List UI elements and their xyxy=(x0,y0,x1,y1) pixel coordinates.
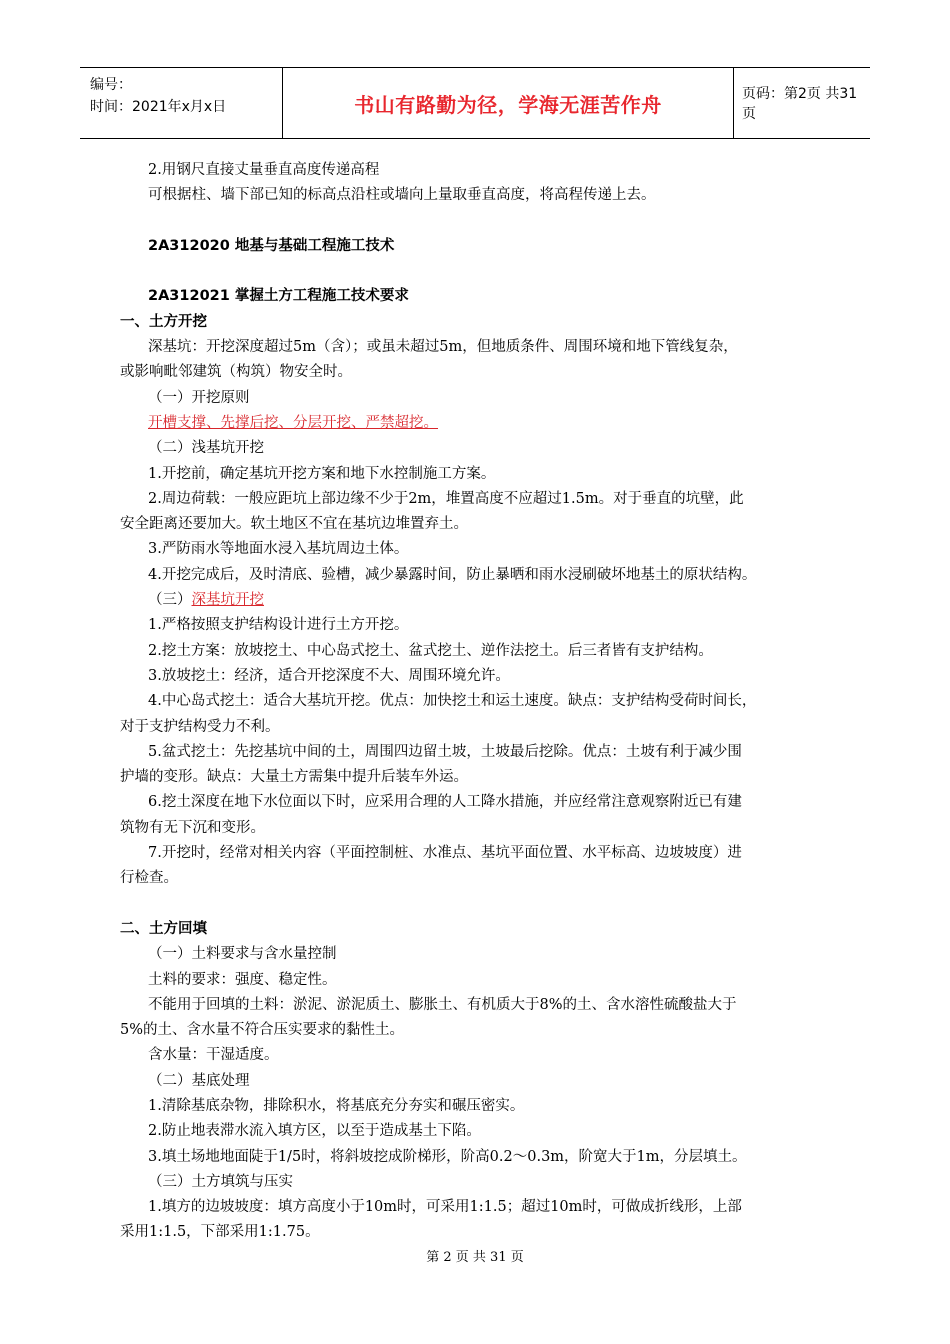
header-page-info: 页码：第2页 共31页 xyxy=(742,86,858,122)
paragraph: 3.填土场地地面陡于1/5时，将斜坡挖成阶梯形，阶高0.2～0.3m，阶宽大于1m，分层填土。 xyxy=(148,1148,747,1165)
paragraph: 2.防止地表滞水流入填方区，以至于造成基土下陷。 xyxy=(148,1123,481,1140)
paragraph: 可根据柱、墙下部已知的标高点沿柱或墙向上量取垂直高度，将高程传递上去。 xyxy=(148,187,656,204)
paragraph: 2.挖土方案：放坡挖土、中心岛式挖土、盆式挖土、逆作法挖土。后三者皆有支护结构。 xyxy=(148,642,713,659)
paragraph: 安全距离还要加大。软土地区不宜在基坑边堆置弃土。 xyxy=(120,516,468,533)
paragraph: 1.填方的边坡坡度：填方高度小于10m时，可采用1:1.5；超过10m时，可做成折线形，上部 xyxy=(148,1199,742,1216)
header-meta xyxy=(80,68,282,138)
paragraph: 4.中心岛式挖土：适合大基坑开挖。优点：加快挖土和运土速度。缺点：支护结构受荷时间长， xyxy=(148,693,757,710)
subheading: （一）土料要求与含水量控制 xyxy=(148,946,337,963)
header-motto-cell xyxy=(282,68,734,138)
paragraph: 行检查。 xyxy=(120,870,178,887)
paragraph: 4.开挖完成后，及时清底、验槽，减少暴露时间，防止暴晒和雨水浸刷破坏地基土的原状结构。 xyxy=(148,566,757,583)
section-heading: 二、土方回填 xyxy=(120,920,207,937)
paragraph: 对于支护结构受力不利。 xyxy=(120,718,280,735)
paragraph: 土料的要求：强度、稳定性。 xyxy=(148,971,337,988)
section-heading: 一、土方开挖 xyxy=(120,313,207,330)
document-number-label: 编号： xyxy=(90,77,132,93)
document-header xyxy=(80,67,870,139)
paragraph: 1.开挖前，确定基坑开挖方案和地下水控制施工方案。 xyxy=(148,465,496,482)
paragraph: 3.严防雨水等地面水浸入基坑周边土体。 xyxy=(148,541,409,558)
highlighted-text: 开槽支撑、先撑后挖、分层开挖、严禁超挖。 xyxy=(148,414,438,431)
paragraph: 5.盆式挖土：先挖基坑中间的土，周围四边留土坡，土坡最后挖除。优点：土坡有利于减少围 xyxy=(148,743,742,760)
paragraph: 3.放坡挖土：经济，适合开挖深度不大、周围环境允许。 xyxy=(148,667,510,684)
page-footer: 第 2 页 共 31 页 xyxy=(426,1250,524,1265)
paragraph: 含水量：干湿适度。 xyxy=(148,1047,279,1064)
paragraph: 护墙的变形。缺点：大量土方需集中提升后装车外运。 xyxy=(120,769,468,786)
paragraph: 1.清除基底杂物，排除积水，将基底充分夯实和碾压密实。 xyxy=(148,1097,525,1114)
document-body xyxy=(120,158,840,1246)
paragraph: 1.严格按照支护结构设计进行土方开挖。 xyxy=(148,617,409,634)
subheading: （一）开挖原则 xyxy=(148,389,250,406)
paragraph: 6.挖土深度在地下水位面以下时，应采用合理的人工降水措施，并应经常注意观察附近已有建 xyxy=(148,794,742,811)
paragraph: 7.开挖时，经常对相关内容（平面控制桩、水准点、基坑平面位置、水平标高、边坡坡度）进 xyxy=(148,845,742,862)
paragraph: 5%的土、含水量不符合压实要求的黏性土。 xyxy=(120,1022,405,1039)
section-heading: 2A312021 掌握土方工程施工技术要求 xyxy=(148,288,409,305)
subheading-number: （三） xyxy=(148,592,192,609)
paragraph: 采用1:1.5，下部采用1:1.75。 xyxy=(120,1224,320,1241)
paragraph: 或影响毗邻建筑（构筑）物安全时。 xyxy=(120,364,352,381)
subheading xyxy=(120,588,840,613)
highlight-line xyxy=(120,411,840,436)
section-heading: 2A312020 地基与基础工程施工技术 xyxy=(148,237,395,254)
subheading: （三）土方填筑与压实 xyxy=(148,1173,293,1190)
paragraph: 2.周边荷载：一般应距坑上部边缘不少于2m，堆置高度不应超过1.5m。对于垂直的坑壁，此 xyxy=(148,490,744,507)
header-motto: 书山有路勤为径，学海无涯苦作舟 xyxy=(354,92,662,117)
subheading: （二）浅基坑开挖 xyxy=(148,440,264,457)
paragraph: 不能用于回填的土料：淤泥、淤泥质土、膨胀土、有机质大于8%的土、含水溶性硫酸盐大于 xyxy=(148,996,737,1013)
paragraph: 深基坑：开挖深度超过5m（含）；或虽未超过5m，但地质条件、周围环境和地下管线复杂， xyxy=(148,339,738,356)
highlighted-text: 深基坑开挖 xyxy=(191,592,264,609)
subheading: （二）基底处理 xyxy=(148,1072,250,1089)
document-date: 时间：2021年x月x日 xyxy=(90,99,227,115)
paragraph: 2.用钢尺直接丈量垂直高度传递高程 xyxy=(148,162,380,178)
paragraph: 筑物有无下沉和变形。 xyxy=(120,819,265,836)
